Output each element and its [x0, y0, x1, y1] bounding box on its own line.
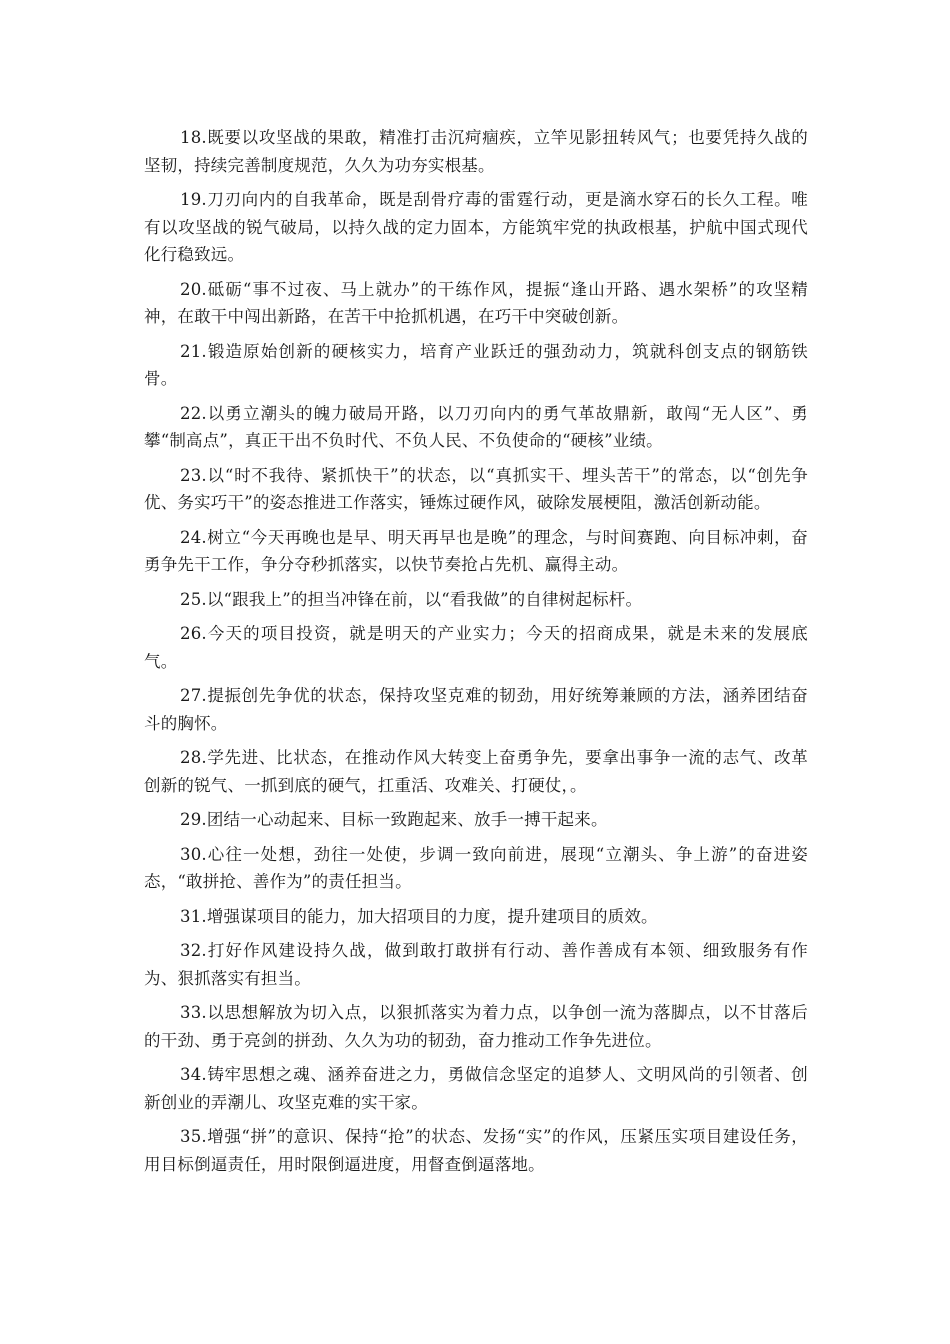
paragraph-35: 35.增强“拼”的意识、保持“抢”的状态、发扬“实”的作风，压紧压实项目建设任务，用目标倒逼责任，用时限倒逼进度，用督查倒逼落地。: [144, 1127, 808, 1174]
paragraph-29: 29.团结一心动起来、目标一致跑起来、放手一搏干起来。: [180, 810, 608, 829]
paragraph-20: 20.砥砺“事不过夜、马上就办”的干练作风，提振“逢山开路、遇水架桥”的攻坚精神，在敢干中闯出新路，在苦干中抢抓机遇，在巧干中突破创新。: [144, 279, 808, 326]
paragraph-19: 19.刀刃向内的自我革命，既是刮骨疗毒的雷霆行动，更是滴水穿石的长久工程。唯有以攻坚战的锐气破局，以持久战的定力固本，方能筑牢党的执政根基，护航中国式现代化行稳致远。: [144, 190, 808, 264]
paragraph-34: 34.铸牢思想之魂、涵养奋进之力，勇做信念坚定的追梦人、文明风尚的引领者、创新创业的弄潮儿、攻坚克难的实干家。: [144, 1065, 808, 1112]
paragraph-25: 25.以“跟我上”的担当冲锋在前，以“看我做”的自律树起标杆。: [180, 589, 643, 609]
paragraph-31: 31.增强谋项目的能力，加大招项目的力度，提升建项目的质效。: [180, 906, 658, 926]
document-page: [144, 124, 808, 1185]
paragraph-24: 24.树立“今天再晚也是早、明天再早也是晚”的理念，与时间赛跑、向目标冲刺，奋勇争先干工作，争分夺秒抓落实，以快节奏抢占先机、赢得主动。: [144, 527, 808, 574]
paragraph-32: 32.打好作风建设持久战，做到敢打敢拼有行动、善作善成有本领、细致服务有作为、狠抓落实有担当。: [144, 941, 808, 988]
paragraph-23: 23.以“时不我待、紧抓快干”的状态，以“真抓实干、埋头苦干”的常态，以“创先争优、务实巧干”的姿态推进工作落实，锤炼过硬作风，破除发展梗阻，激活创新动能。: [144, 465, 808, 512]
paragraph-30: 30.心往一处想，劲往一处使，步调一致向前进，展现“立潮头、争上游”的奋进姿态，“敢拼抢、善作为”的责任担当。: [144, 844, 808, 891]
paragraph-18: 18.既要以攻坚战的果敢，精准打击沉疴痼疾，立竿见影扭转风气；也要凭持久战的坚韧，持续完善制度规范，久久为功夯实根基。: [144, 128, 808, 175]
paragraph-22: 22.以勇立潮头的魄力破局开路，以刀刃向内的勇气革故鼎新，敢闯“无人区”、勇攀“制高点”，真正干出不负时代、不负人民、不负使命的“硬核”业绩。: [144, 403, 808, 450]
paragraph-28: 28.学先进、比状态，在推动作风大转变上奋勇争先，要拿出事争一流的志气、改革创新的锐气、一抓到底的硬气，扛重活、攻难关、打硬仗，。: [144, 748, 808, 795]
paragraph-26: 26.今天的项目投资，就是明天的产业实力；今天的招商成果，就是未来的发展底气。: [144, 624, 808, 671]
paragraph-27: 27.提振创先争优的状态，保持攻坚克难的韧劲，用好统筹兼顾的方法，涵养团结奋斗的胸怀。: [144, 686, 808, 733]
paragraph-33: 33.以思想解放为切入点，以狠抓落实为着力点，以争创一流为落脚点，以不甘落后的干劲、勇于亮剑的拼劲、久久为功的韧劲，奋力推动工作争先进位。: [144, 1003, 808, 1050]
paragraph-21: 21.锻造原始创新的硬核实力，培育产业跃迁的强劲动力，筑就科创支点的钢筋铁骨。: [144, 341, 808, 388]
